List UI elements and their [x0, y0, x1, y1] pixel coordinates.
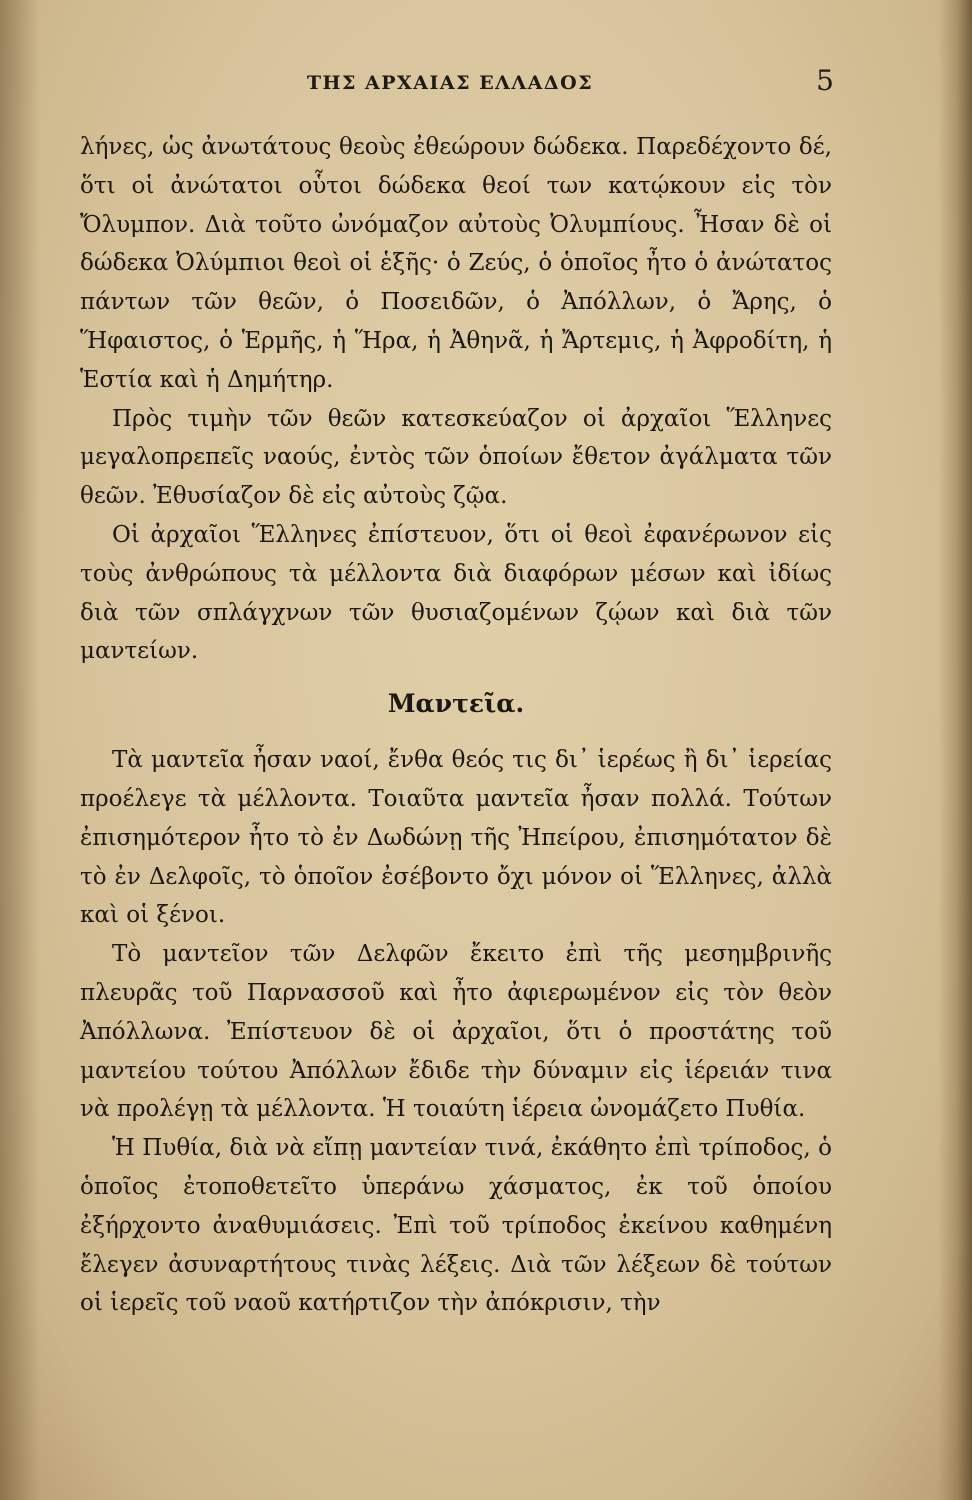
running-title: ΤΗΣ ΑΡΧΑΙΑΣ ΕΛΛΑΔΟΣ — [306, 72, 594, 94]
paragraph-temples: Πρὸς τιμὴν τῶν θεῶν κατεσκεύαζον οἱ ἀρχαῖοι Ἕλληνες μεγαλοπρεπεῖς ναούς, ἐντὸς τῶν ὁποίων ἔθετον ἀγάλματα τῶν θεῶν. Ἐθυσίαζον δὲ εἰς αὐτοὺς ζῷα. — [80, 405, 832, 510]
paragraph-delphi: Τὸ μαντεῖον τῶν Δελφῶν ἔκειτο ἐπὶ τῆς μεσημβρινῆς πλευρᾶς τοῦ Παρνασσοῦ καὶ ἦτο ἀφιερωμένον εἰς τὸν θεὸν Ἀπόλλωνα. Ἐπίστευον δὲ οἱ ἀρχαῖοι, ὅτι ὁ προστάτης τοῦ μαντείου τούτου Ἀπόλλων ἔδιδε τὴν δύναμιν εἰς ἱέρειάν τινα νὰ προλέγῃ τὰ μέλλοντα. Ἡ τοιαύτη ἱέρεια ὠνομάζετο Πυθία. — [80, 941, 832, 1123]
page-edge-shadow — [938, 0, 972, 1500]
paragraph-oracles: Τὰ μαντεῖα ἦσαν ναοί, ἔνθα θεός τις δι᾽ ἱερέως ἢ δι᾽ ἱερείας προέλεγε τὰ μέλλοντα. Τοιαῦτα μαντεῖα ἦσαν πολλά. Τούτων ἐπισημότερον ἦτο τὸ ἐν Δωδώνῃ τῆς Ἠπείρου, ἐπισημότατον δὲ τὸ ἐν Δελφοῖς, τὸ ὁποῖον ἐσέβοντο ὄχι μόνον οἱ Ἕλληνες, ἀλλὰ καὶ οἱ ξένοι. — [80, 747, 832, 929]
spine-shadow — [0, 0, 40, 1500]
page-header — [80, 64, 834, 104]
paragraph-olympian-gods: λήνες, ὡς ἀνωτάτους θεοὺς ἐθεώρουν δώδεκα. Παρεδέχοντο δέ, ὅτι οἱ ἀνώτατοι οὗτοι δώδεκα θεοί των κατῴκουν εἰς τὸν Ὄλυμπον. Διὰ τοῦτο ὠνόμαζον αὐτοὺς Ὀλυμπίους. Ἦσαν δὲ οἱ δώδεκα Ὀλύμπιοι θεοὶ οἱ ἑξῆς· ὁ Ζεύς, ὁ ὁποῖος ἦτο ὁ ἀνώτατος πάντων τῶν θεῶν, ὁ Ποσειδῶν, ὁ Ἀπόλλων, ὁ Ἄρης, ὁ Ἥφαιστος, ὁ Ἑρμῆς, ἡ Ἥρα, ἡ Ἀθηνᾶ, ἡ Ἄρτεμις, ἡ Ἀφροδίτη, ἡ Ἑστία καὶ ἡ Δημήτηρ. — [80, 134, 832, 393]
page-number: 5 — [816, 64, 834, 97]
body-text — [80, 128, 832, 1323]
paragraph-pythia: Ἡ Πυθία, διὰ νὰ εἴπῃ μαντείαν τινά, ἐκάθητο ἐπὶ τρίποδος, ὁ ὁποῖος ἐτοποθετεῖτο ὑπεράνω χάσματος, ἐκ τοῦ ὁποίου ἐξήρχοντο ἀναθυμιάσεις. Ἐπὶ τοῦ τρίποδος ἐκείνου καθημένη ἔλεγεν ἀσυναρτήτους τινὰς λέξεις. Διὰ τῶν λέξεων δὲ τούτων οἱ ἱερεῖς τοῦ ναοῦ κατήρτιζον τὴν ἀπόκρισιν, τὴν — [80, 1135, 832, 1317]
paragraph-divination: Οἱ ἀρχαῖοι Ἕλληνες ἐπίστευον, ὅτι οἱ θεοὶ ἐφανέρωνον εἰς τοὺς ἀνθρώπους τὰ μέλλοντα διὰ διαφόρων μέσων καὶ ἰδίως διὰ τῶν σπλάγχνων τῶν θυσιαζομένων ζῴων καὶ διὰ τῶν μαντείων. — [80, 521, 832, 665]
section-heading: Μαντεῖα. — [387, 689, 525, 719]
